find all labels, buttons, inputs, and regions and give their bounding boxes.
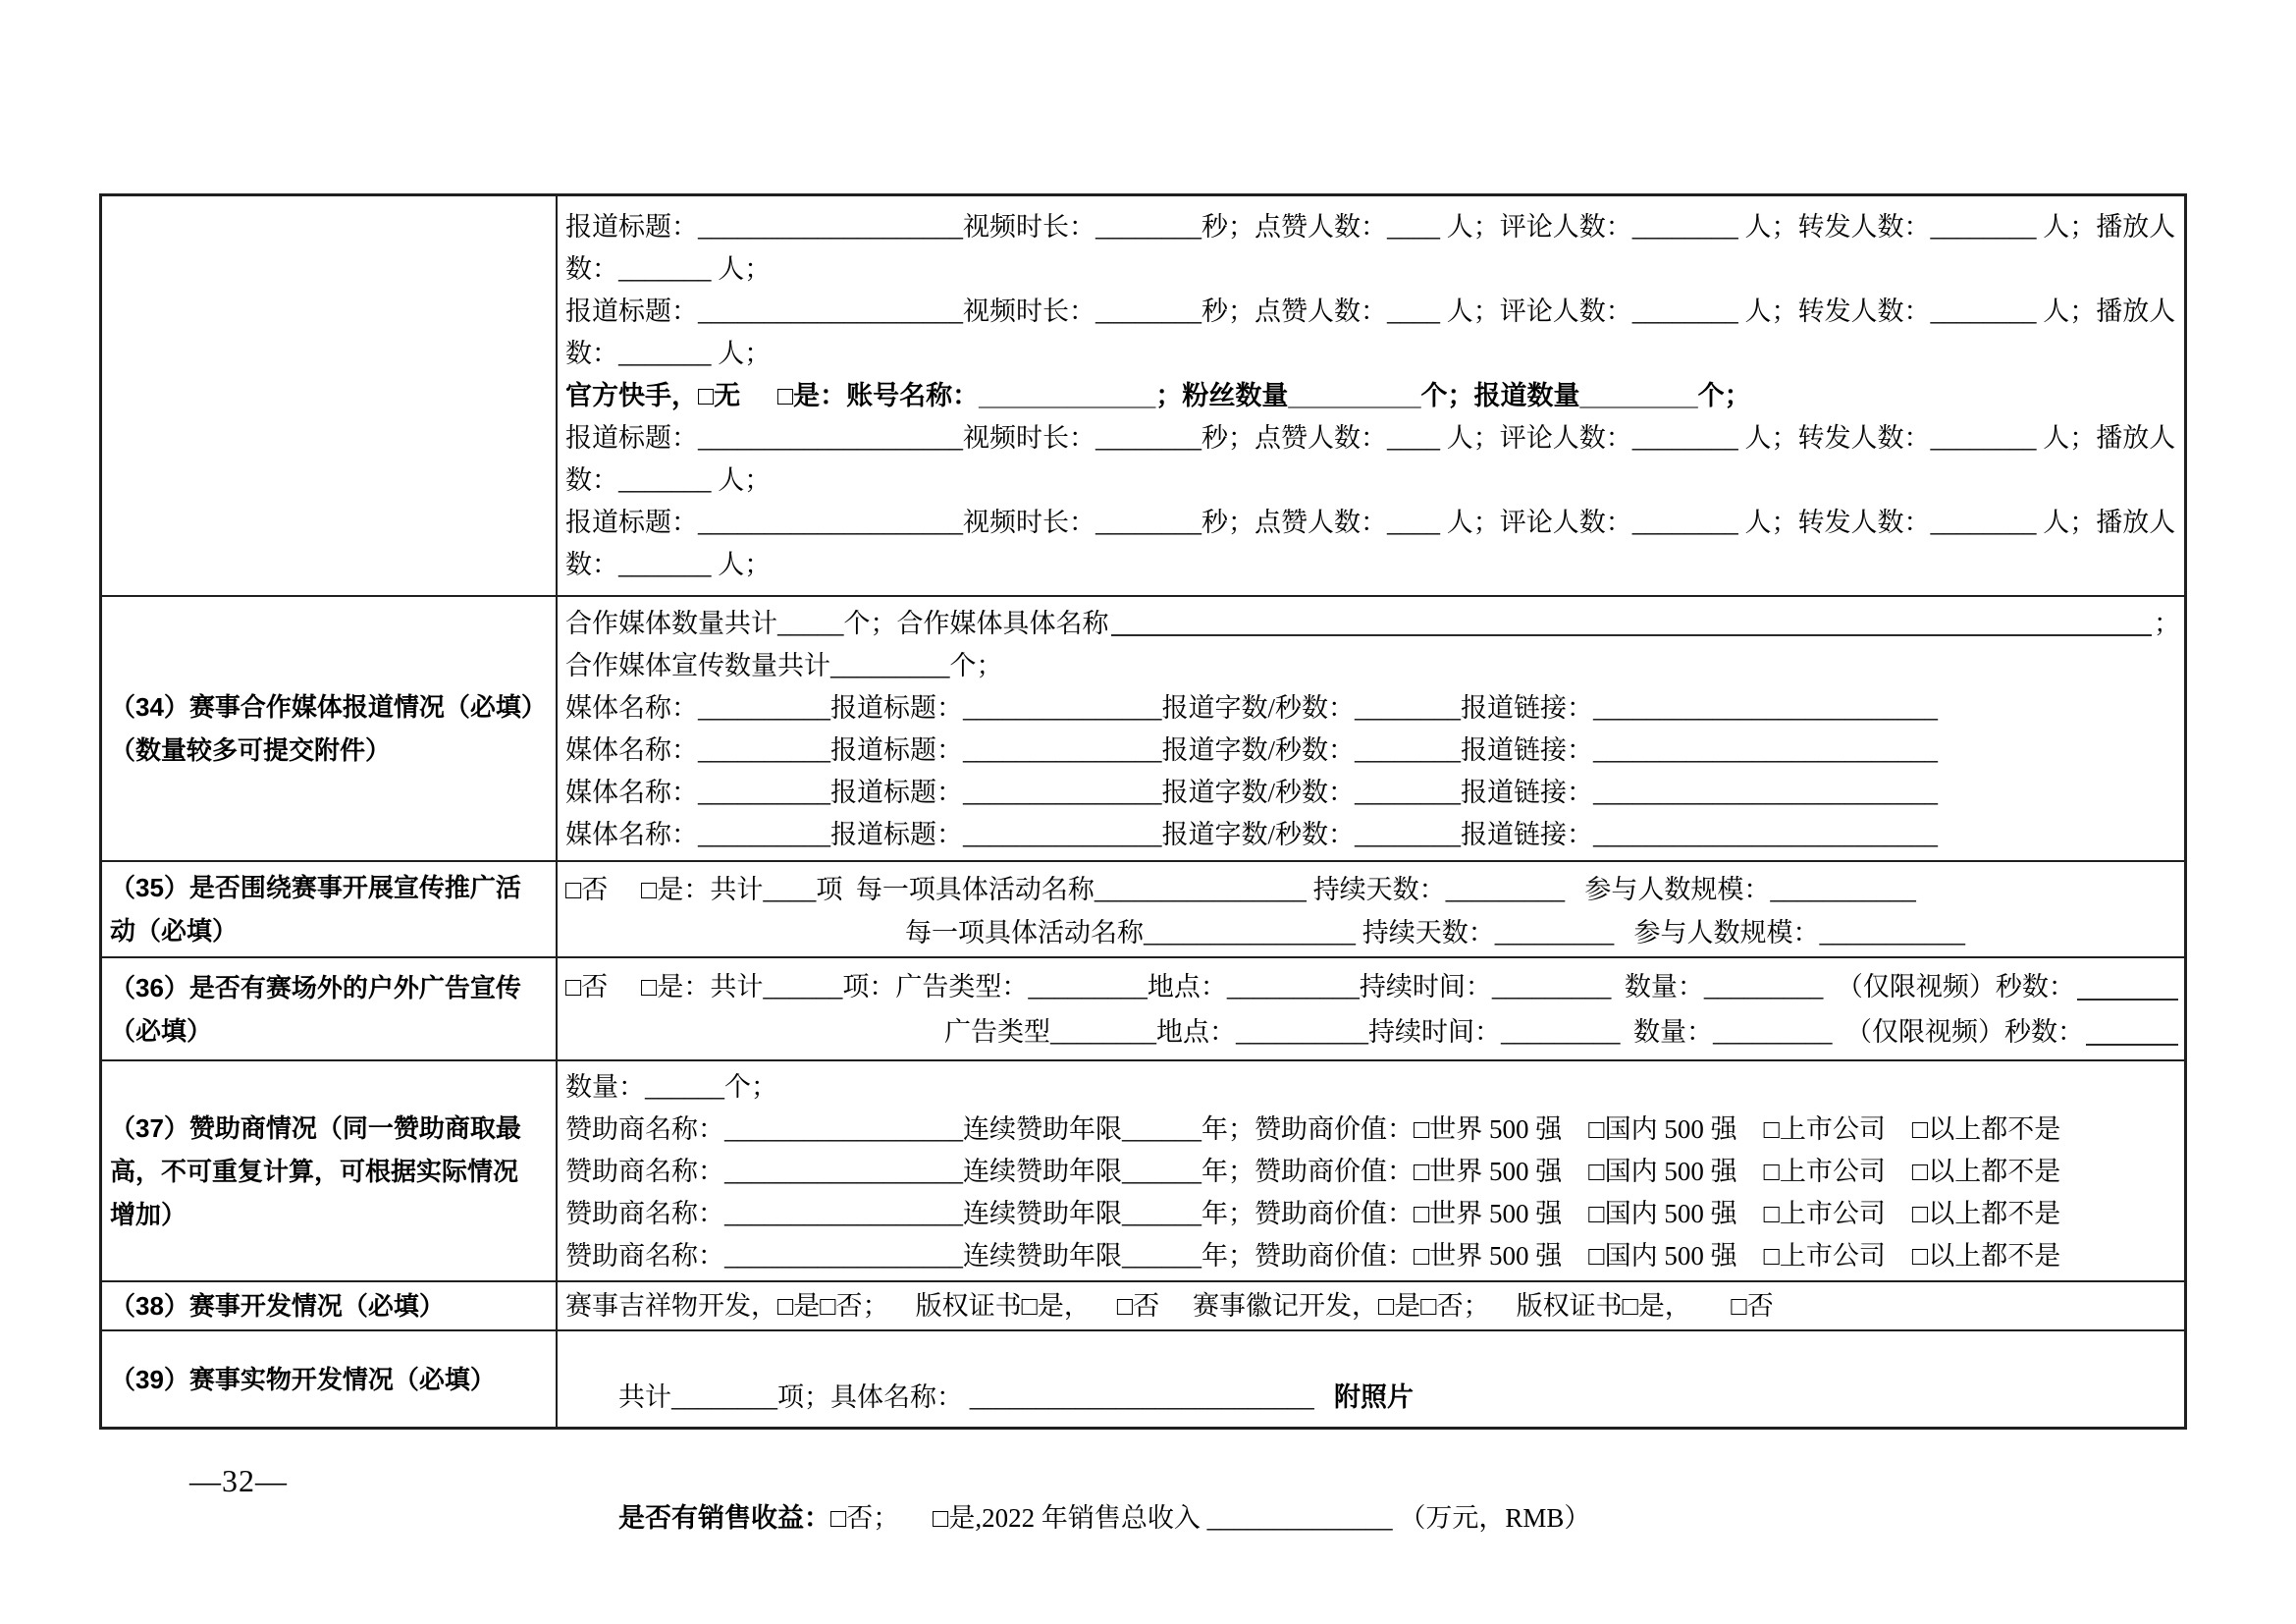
sponsor-entry-line[interactable]: 赞助商名称：__________________连续赞助年限______年；赞助商价值：□世界 500 强 □国内 500 强 □上市公司 □以上都不是 — [565, 1114, 2061, 1144]
table-row-36 — [102, 958, 2184, 1061]
sales-revenue-text: □否； □是,2022 年销售总收入 ______________ （万元，RMB） — [830, 1503, 1591, 1533]
row35-label-cell — [102, 862, 558, 956]
row36-content-cell — [558, 958, 2184, 1059]
row37-label-cell — [102, 1061, 558, 1280]
row34-label-line: （34）赛事合作媒体报道情况（必填） — [110, 692, 547, 722]
report-title-line[interactable]: 报道标题：____________________视频时长：________秒；点赞人数：____ 人；评论人数：________ 人；转发人数：________ 人；播放人 — [565, 423, 2176, 453]
outdoor-ad-line-2[interactable] — [565, 1009, 2180, 1055]
sponsor-entry-line[interactable]: 赞助商名称：__________________连续赞助年限______年；赞助商价值：□世界 500 强 □国内 500 强 □上市公司 □以上都不是 — [565, 1157, 2061, 1186]
row37-content-cell — [558, 1061, 2184, 1280]
row37-label-line: 增加） — [110, 1199, 187, 1229]
row39-content-cell — [558, 1331, 2184, 1533]
row36-label-cell — [102, 958, 558, 1059]
row35-label-line: （35）是否围绕赛事开展宣传推广活 — [110, 873, 521, 902]
row38-label-cell — [102, 1282, 558, 1329]
merchandise-count-text: 共计________项；具体名称： __________________________ — [618, 1382, 1334, 1412]
outdoor-ad-line-1[interactable] — [565, 964, 2180, 1009]
underline-fill — [2077, 964, 2178, 1001]
underline-fill — [2086, 1009, 2178, 1046]
table-row-34 — [102, 597, 2184, 862]
report-count-line[interactable]: 数：_______ 人； — [565, 254, 772, 284]
row36-label-line: （必填） — [110, 1015, 213, 1046]
row38-content-cell — [558, 1282, 2184, 1329]
sales-revenue-line[interactable] — [565, 1458, 2180, 1579]
media-entry-line[interactable]: 媒体名称：__________报道标题：_______________报道字数/秒数：________报道链接：__________________________ — [565, 735, 1939, 765]
row39-label-line: （39）赛事实物开发情况（必填） — [110, 1364, 496, 1394]
table-row-continuation — [102, 196, 2184, 597]
row34-label-line: （数量较多可提交附件） — [110, 735, 392, 765]
underline-fill — [1111, 603, 2153, 636]
table-row-38 — [102, 1282, 2184, 1331]
continuation-content-cell — [558, 196, 2184, 595]
row39-label-cell — [102, 1331, 558, 1427]
coop-media-total-prefix: 合作媒体数量共计_____个；合作媒体具体名称 — [565, 609, 1109, 638]
sponsor-entry-line[interactable]: 赞助商名称：__________________连续赞助年限______年；赞助商价值：□世界 500 强 □国内 500 强 □上市公司 □以上都不是 — [565, 1241, 2061, 1271]
merchandise-count-line[interactable] — [565, 1337, 2180, 1458]
coop-media-promo-line[interactable]: 合作媒体宣传数量共计_________个； — [565, 651, 1003, 680]
media-entry-line[interactable]: 媒体名称：__________报道标题：_______________报道字数/秒数：________报道链接：__________________________ — [565, 820, 1939, 849]
event-development-line[interactable]: 赛事吉祥物开发，□是□否； 版权证书□是， □否 赛事徽记开发，□是□否； 版权证书□是， □否 — [565, 1290, 1774, 1321]
table-row-37 — [102, 1061, 2184, 1282]
coop-media-total-line[interactable] — [565, 603, 2180, 645]
row37-label-line: 高，不可重复计算，可根据实际情况 — [110, 1156, 519, 1186]
continuation-label-cell — [102, 196, 558, 595]
row34-content-cell — [558, 597, 2184, 860]
sponsor-entry-line[interactable]: 赞助商名称：__________________连续赞助年限______年；赞助商价值：□世界 500 强 □国内 500 强 □上市公司 □以上都不是 — [565, 1199, 2061, 1228]
row34-label-cell — [102, 597, 558, 860]
row38-label-line: （38）赛事开发情况（必填） — [110, 1291, 445, 1321]
report-title-line[interactable]: 报道标题：____________________视频时长：________秒；点赞人数：____ 人；评论人数：________ 人；转发人数：________ 人；播放人 — [565, 297, 2176, 326]
outdoor-ad-line1-text: □否 □是：共计______项：广告类型：_________地点：__________持续时间：_________ 数量：_________ （仅限视频）秒数： — [565, 972, 2075, 1001]
report-count-line[interactable]: 数：_______ 人； — [565, 339, 772, 368]
report-title-line[interactable]: 报道标题：____________________视频时长：________秒；点赞人数：____ 人；评论人数：________ 人；转发人数：________ 人；播放人 — [565, 508, 2176, 537]
page-number: —32— — [189, 1463, 288, 1498]
row36-label-line: （36）是否有赛场外的户外广告宣传 — [110, 972, 521, 1002]
report-title-line[interactable]: 报道标题：____________________视频时长：________秒；点赞人数：____ 人；评论人数：________ 人；转发人数：________ 人；播放人 — [565, 212, 2176, 242]
attach-photo-label: 附照片 — [1334, 1382, 1414, 1412]
row35-content-cell — [558, 862, 2184, 956]
row37-label-line: （37）赞助商情况（同一赞助商取最 — [110, 1112, 521, 1143]
promotion-activity-line-1[interactable]: □否 □是：共计____项 每一项具体活动名称________________ 持续天数：_________ 参与人数规模：___________ — [565, 875, 1916, 904]
sponsor-count-line[interactable]: 数量：______个； — [565, 1072, 777, 1102]
kuaishou-account-line[interactable]: 官方快手，□无 □是：账号名称：____________；粉丝数量_________个；报道数量________个； — [565, 381, 1751, 410]
media-entry-line[interactable]: 媒体名称：__________报道标题：_______________报道字数/秒数：________报道链接：__________________________ — [565, 778, 1939, 807]
coop-media-total-suffix: ； — [2154, 609, 2180, 638]
report-count-line[interactable]: 数：_______ 人； — [565, 550, 772, 579]
media-entry-line[interactable]: 媒体名称：__________报道标题：_______________报道字数/秒数：________报道链接：__________________________ — [565, 693, 1939, 723]
report-count-line[interactable]: 数：_______ 人； — [565, 465, 772, 495]
outdoor-ad-line2-text: 广告类型________地点：__________持续时间：_________ 数量：_________ （仅限视频）秒数： — [944, 1017, 2084, 1047]
sales-revenue-label: 是否有销售收益： — [618, 1503, 830, 1533]
promotion-activity-line-2[interactable]: 每一项具体活动名称________________ 持续天数：_________ 参与人数规模：___________ — [905, 918, 1965, 947]
table-row-35 — [102, 862, 2184, 958]
row35-label-line: 动（必填） — [110, 916, 239, 946]
